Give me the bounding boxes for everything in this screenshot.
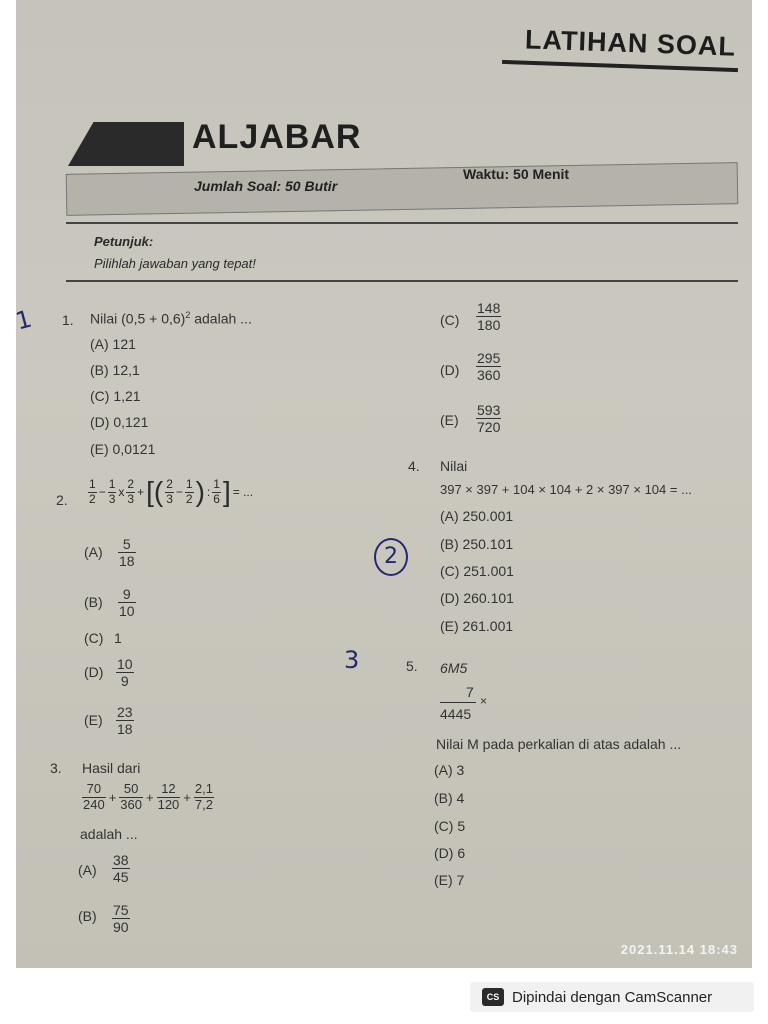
q3-prefix: Hasil dari [82, 760, 141, 776]
header-title: LATIHAN SOAL [524, 24, 737, 62]
scanned-page [12, 0, 752, 968]
q2-option-e-value: $\frac{23}{18}$ [117, 704, 133, 738]
q1-exponent: 2 [185, 310, 191, 320]
q1-option-a: (A) 121 [90, 336, 136, 352]
q4-option-a: (A) 250.001 [440, 508, 514, 524]
q2-option-b-label: (B) [84, 594, 103, 610]
header-underline [502, 60, 738, 72]
q3-option-d-value: $\frac{295}{360}$ [477, 350, 501, 384]
q3-option-d-label: (D) [440, 362, 460, 378]
q2-frac-5: $\frac{1}{2}$ [185, 477, 193, 506]
q5-option-c: (C) 5 [434, 818, 466, 834]
q5-option-a: (A) 3 [434, 762, 465, 778]
q3-option-a-label: (A) [78, 862, 97, 878]
question-count: Jumlah Soal: 50 Butir [194, 178, 338, 194]
camscanner-label: Dipindai dengan CamScanner [512, 988, 713, 1006]
instructions-text: Pilihlah jawaban yang tepat! [94, 256, 256, 271]
q4-option-b: (B) 250.101 [440, 536, 514, 552]
q2-frac-6: $\frac{1}{6}$ [213, 477, 220, 506]
capture-timestamp: 2021.11.14 18:43 [620, 942, 738, 957]
q2-option-e-label: (E) [84, 712, 103, 728]
q1-option-d: (D) 0,121 [90, 414, 149, 430]
q3-expression: $\frac{70}{240}$ + $\frac{50}{360}$ + $\frac{12}{120}$ + $\frac{2,1}{7,2}$ [83, 781, 213, 812]
q1-number: 1. [62, 312, 74, 328]
q2-option-d-label: (D) [84, 664, 104, 680]
q5-question: Nilai M pada perkalian di atas adalah ... [436, 736, 682, 752]
q5-option-e: (E) 7 [434, 872, 465, 888]
q2-frac-4: $\frac{2}{3}$ [166, 477, 173, 506]
q2-option-c-value: 1 [114, 630, 122, 646]
q1-text [90, 310, 252, 327]
handwritten-mark-2: 2 [374, 538, 408, 576]
instructions-label: Petunjuk: [94, 234, 154, 249]
q2-option-a-value: $\frac{5}{18}$ [119, 536, 135, 570]
q5-product: 4445 [440, 706, 472, 722]
handwritten-mark-3: 3 [344, 646, 360, 674]
q3-option-e-label: (E) [440, 412, 459, 428]
topic-title: ALJABAR [192, 118, 362, 156]
q5-multiplication-line [440, 702, 476, 703]
q1-option-b: (B) 12,1 [90, 362, 140, 378]
q1-suffix: adalah ... [194, 310, 252, 327]
q1-option-c: (C) 1,21 [90, 388, 141, 404]
q2-option-a-label: (A) [84, 544, 103, 560]
q5-multiplicand: 6M5 [440, 660, 468, 676]
q3-option-b-label: (B) [78, 908, 97, 924]
q2-option-d-value: $\frac{10}{9}$ [117, 656, 133, 690]
time-limit: Waktu: 50 Menit [463, 166, 570, 182]
q2-number: 2. [56, 492, 68, 508]
handwritten-mark-1: 1 [12, 304, 35, 336]
q4-option-e: (E) 261.001 [440, 618, 514, 634]
q1-expression: (0,5 + 0,6) [121, 310, 186, 327]
q5-multiplier: 7 [466, 684, 474, 700]
q3-option-c-value: $\frac{148}{180}$ [477, 300, 501, 334]
q2-expression: $\frac{1}{2}$ − $\frac{1}{3}$ x $\frac{2}{3}$ + [( $\frac{2}{3}$ − $\frac{1}{2}$ ) : $\frac{1}{6}$ ] = ... [89, 476, 254, 508]
q3-option-b-value: $\frac{75}{90}$ [113, 902, 129, 936]
camscanner-logo-icon: CS [482, 988, 504, 1006]
q3-option-a-value: $\frac{38}{45}$ [113, 852, 129, 886]
q5-number: 5. [406, 658, 418, 674]
q2-frac-3: $\frac{2}{3}$ [127, 477, 135, 506]
q3-option-c-label: (C) [440, 312, 460, 328]
q2-frac-2: $\frac{1}{3}$ [108, 477, 116, 506]
topic-banner-shape [68, 122, 184, 166]
q2-option-c-label: (C) [84, 630, 104, 646]
q3-option-e-value: $\frac{593}{720}$ [477, 402, 501, 436]
q4-number: 4. [408, 458, 420, 474]
q4-expression: 397 × 397 + 104 × 104 + 2 × 397 × 104 = ... [440, 482, 692, 497]
q1-prefix: Nilai [90, 310, 118, 327]
q2-option-b-value: $\frac{9}{10}$ [119, 586, 135, 620]
camscanner-footer [470, 982, 754, 1012]
q4-prefix: Nilai [440, 458, 468, 474]
q4-option-d: (D) 260.101 [440, 590, 514, 606]
q5-option-d: (D) 6 [434, 845, 466, 861]
info-box [66, 162, 739, 216]
q5-option-b: (B) 4 [434, 790, 465, 806]
q1-option-e: (E) 0,0121 [90, 441, 156, 457]
divider-bottom [66, 280, 738, 282]
q3-suffix: adalah ... [80, 826, 138, 842]
q4-option-c: (C) 251.001 [440, 563, 514, 579]
q3-number: 3. [50, 760, 62, 776]
q2-frac-1: $\frac{1}{2}$ [89, 477, 96, 506]
divider-top [66, 222, 738, 224]
q5-times-sign: × [480, 694, 488, 708]
